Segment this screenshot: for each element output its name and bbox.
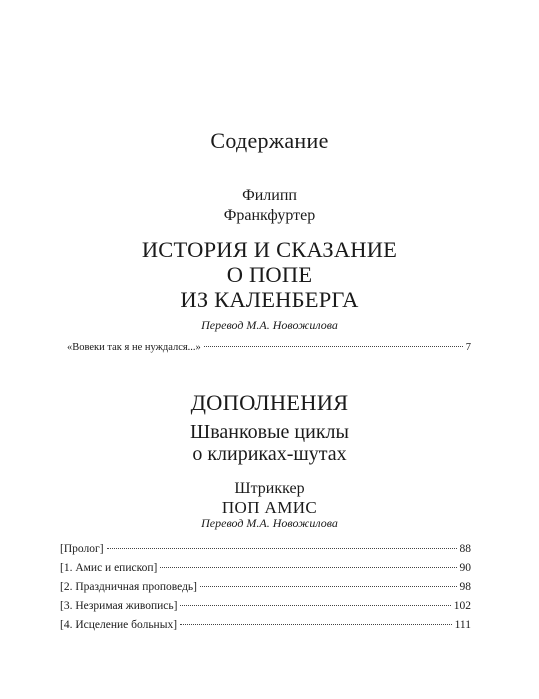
toc-entry-page: 90: [459, 562, 471, 574]
author-name-2: Штриккер: [234, 480, 305, 497]
toc-entry-page: 111: [454, 619, 471, 631]
toc-entry-page: 102: [453, 600, 471, 612]
toc-entry[interactable]: [67, 342, 471, 358]
translator-credit: Перевод М.А. Новожилова: [201, 318, 338, 332]
work-title-line-3: ИЗ КАЛЕНБЕРГА: [180, 287, 359, 312]
author-first-name: Филипп: [242, 187, 297, 204]
toc-leader-dots: [107, 548, 457, 549]
translator-credit-2: Перевод М.А. Новожилова: [201, 516, 338, 530]
toc-entry-label: [1. Амис и епископ]: [60, 562, 158, 574]
supplements-subtitle-line-1: Шванковые циклы: [190, 421, 349, 443]
author-name: [0, 186, 539, 226]
toc-entry[interactable]: [60, 600, 471, 616]
toc-leader-dots: [204, 346, 463, 347]
toc-entry-label: [3. Незримая живопись]: [60, 600, 178, 612]
contents-heading: Содержание: [210, 128, 329, 153]
work-title-2: ПОП АМИС: [221, 498, 318, 517]
toc-entry-label: [Пролог]: [60, 543, 104, 555]
supplements-subtitle-line-2: о клириках-шутах: [192, 443, 347, 465]
toc-entry[interactable]: [60, 543, 471, 559]
supplements-heading: ДОПОЛНЕНИЯ: [190, 390, 349, 415]
toc-entry-label: [4. Исцеление больных]: [60, 619, 178, 631]
toc-entry-page: 98: [459, 581, 471, 593]
toc-leader-dots: [180, 605, 450, 606]
toc-entry-page: 88: [459, 543, 471, 555]
supplements-subtitle: [0, 421, 539, 465]
work-title-line-1: ИСТОРИЯ И СКАЗАНИЕ: [141, 237, 398, 262]
work-title: [0, 237, 539, 312]
toc-entry-label: [2. Праздничная проповедь]: [60, 581, 197, 593]
toc-entry[interactable]: [60, 562, 471, 578]
toc-entry-label: «Вовеки так я не нуждался...»: [67, 342, 201, 353]
work-title-line-2: О ПОПЕ: [226, 262, 313, 287]
toc-entry[interactable]: [60, 581, 471, 597]
toc-leader-dots: [160, 567, 456, 568]
toc-entry-page: 7: [465, 342, 471, 353]
toc-leader-dots: [180, 624, 452, 625]
toc-leader-dots: [200, 586, 457, 587]
toc-entry[interactable]: [60, 619, 471, 635]
author-last-name: Франкфуртер: [223, 207, 316, 224]
